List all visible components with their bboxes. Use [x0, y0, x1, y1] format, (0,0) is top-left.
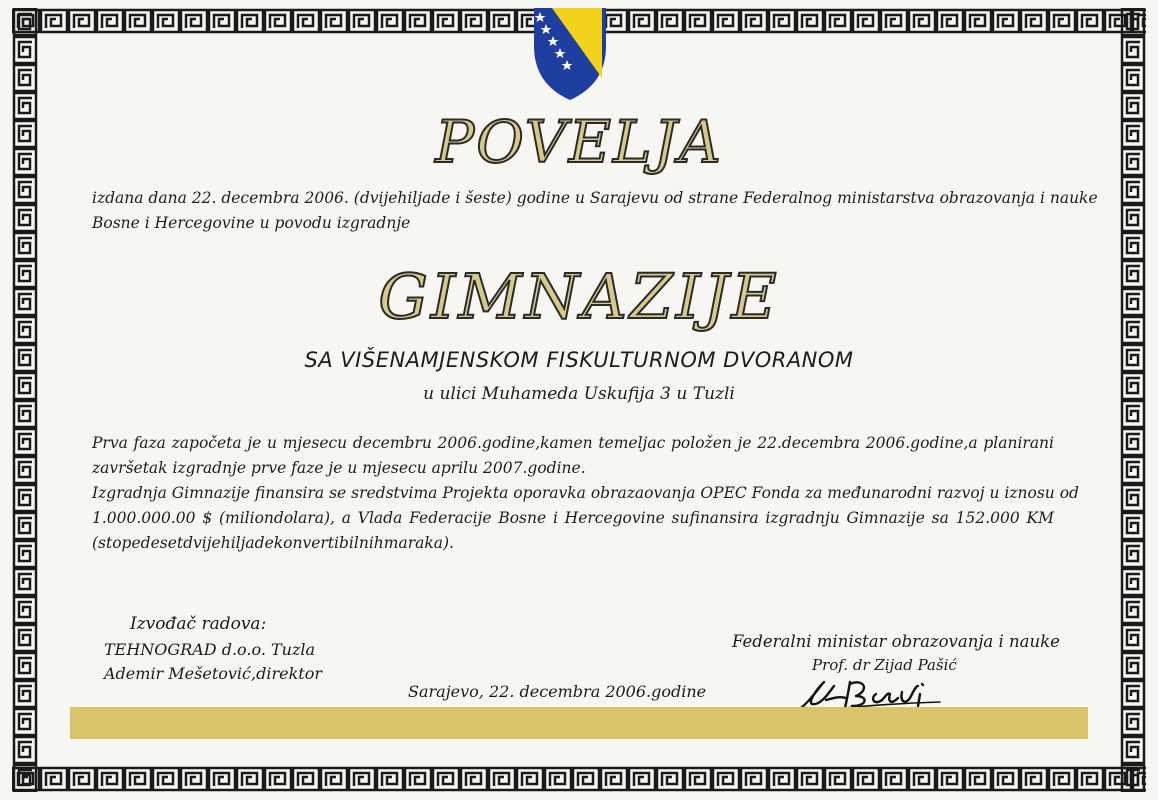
contractor-company: TEHNOGRAD d.o.o. Tuzla: [104, 640, 316, 659]
gold-bar: [70, 707, 1088, 739]
subject-heading: GIMNAZIJE: [378, 260, 780, 333]
intro-line-2: Bosne i Hercegovine u povodu izgradnje: [92, 214, 411, 232]
body-line-4: 1.000.000.00 $ (miliondolara), a Vlada Federacije Bosne i Hercegovine sufinansira izgradnju Gimnazije sa 152.000 KM: [92, 509, 1054, 527]
subtitle: SA VIŠENAMJENSKOM FISKULTURNOM DVORANOM: [304, 348, 854, 372]
body-line-5: (stopedesetdvijehiljadekonvertibilnihmaraka).: [92, 534, 454, 552]
street-address: u ulici Muhameda Uskufija 3 u Tuzli: [423, 384, 735, 404]
intro-line-1: izdana dana 22. decembra 2006. (dvijehiljade i šeste) godine u Sarajevu od strane Federalnog ministarstva obrazovanja i nauke: [92, 189, 1098, 207]
minister-name: Prof. dr Zijad Pašić: [812, 656, 957, 674]
document-title: POVELJA: [435, 108, 723, 176]
coat-of-arms-icon: [530, 6, 610, 102]
place-date: Sarajevo, 22. decembra 2006.godine: [408, 682, 707, 701]
body-line-1: Prva faza započeta je u mjesecu decembru 2006.godine,kamen temeljac položen je 22.decembra 2006.godine,a planirani: [92, 434, 1054, 452]
body-line-2: završetak izgradnje prve faze je u mjesecu aprilu 2007.godine.: [92, 459, 586, 477]
contractor-person: Ademir Mešetović,direktor: [104, 664, 322, 683]
minister-title: Federalni ministar obrazovanja i nauke: [732, 632, 1060, 651]
body-line-3: Izgradnja Gimnazije finansira se sredstvima Projekta oporavka obrazaovanja OPEC Fonda za međunarodni razvoj u iznosu od: [92, 484, 1079, 502]
contractor-label: Izvođač radova:: [130, 614, 267, 634]
border-bottom: [12, 766, 1146, 792]
